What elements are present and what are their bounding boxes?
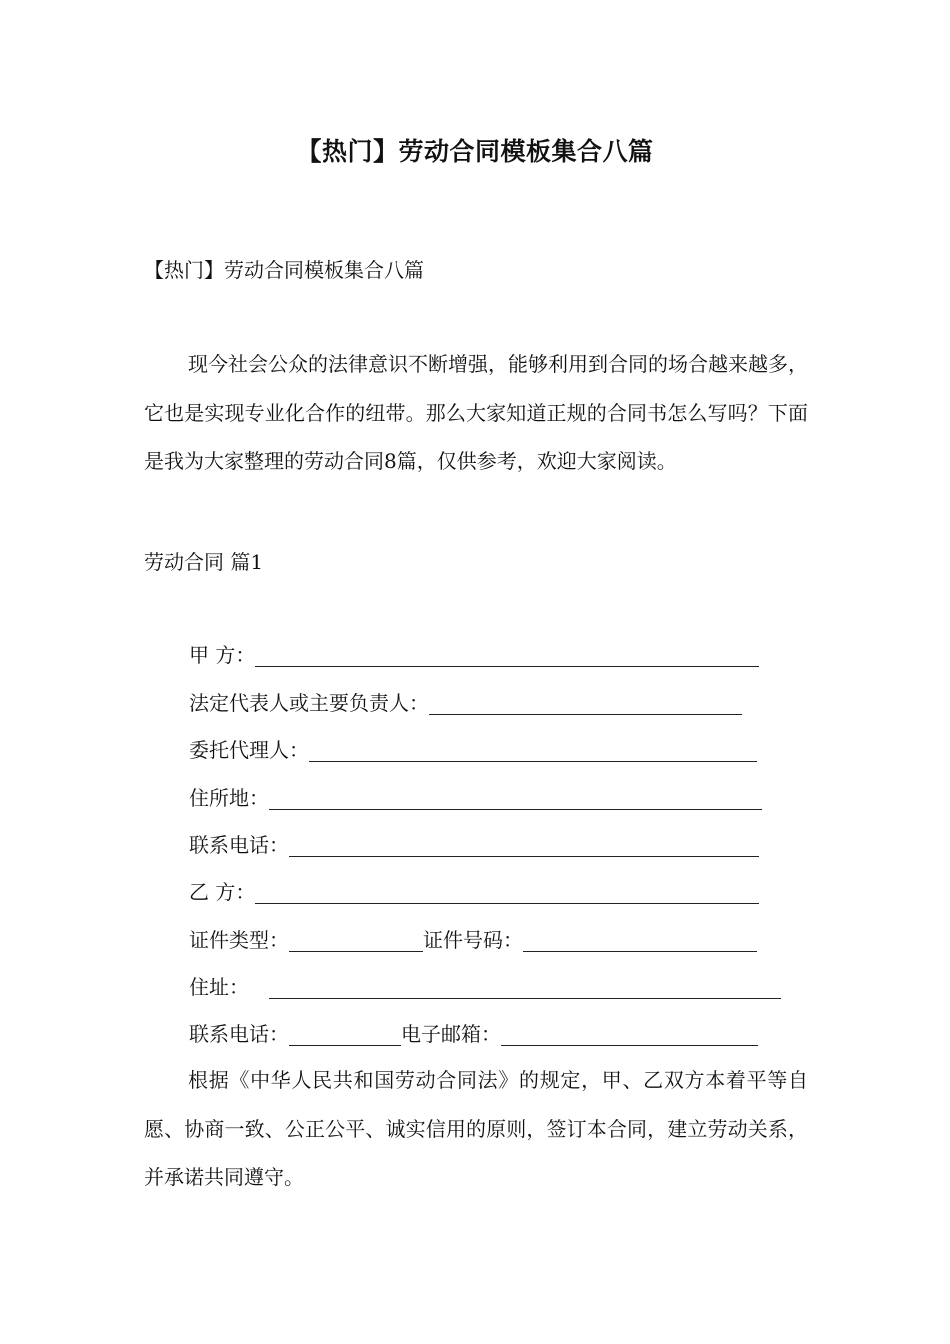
party-a-label: 甲 方：	[189, 643, 256, 667]
id-number-label: 证件号码：	[423, 928, 523, 952]
legal-rep-field	[189, 688, 742, 718]
phone-a-label: 联系电话：	[189, 833, 289, 857]
contact-b-field	[189, 1019, 758, 1049]
address-b-field	[189, 972, 781, 1002]
phone-a-field	[189, 830, 759, 860]
email-label: 电子邮箱：	[401, 1022, 501, 1046]
agent-field	[189, 735, 757, 765]
id-type-blank[interactable]	[289, 929, 423, 952]
intro-paragraph: 现今社会公众的法律意识不断增强，能够利用到合同的场合越来越多，它也是实现专业化合作的纽带。那么大家知道正规的合同书怎么写吗？下面是我为大家整理的劳动合同8篇，仅供参考，欢迎大家阅读。	[144, 352, 808, 473]
legal-rep-blank[interactable]	[429, 692, 742, 715]
address-b-blank[interactable]	[269, 976, 781, 999]
party-a-blank[interactable]	[255, 644, 759, 667]
phone-b-label: 联系电话：	[189, 1022, 289, 1046]
agent-blank[interactable]	[309, 739, 757, 762]
law-paragraph: 根据《中华人民共和国劳动合同法》的规定，甲、乙双方本着平等自愿、协商一致、公正公平、诚实信用的原则，签订本合同，建立劳动关系，并承诺共同遵守。	[144, 1068, 808, 1189]
phone-a-blank[interactable]	[289, 834, 759, 857]
party-b-field	[189, 877, 759, 907]
address-b-label: 住址：	[189, 975, 249, 999]
party-a-field	[189, 640, 759, 670]
id-type-label: 证件类型：	[189, 928, 289, 952]
party-b-blank[interactable]	[255, 881, 759, 904]
phone-b-blank[interactable]	[289, 1023, 401, 1046]
agent-label: 委托代理人：	[189, 738, 309, 762]
email-blank[interactable]	[501, 1023, 758, 1046]
address-a-label: 住所地：	[189, 786, 269, 810]
section-heading: 劳动合同 篇1	[144, 550, 264, 574]
document-subtitle: 【热门】劳动合同模板集合八篇	[144, 258, 424, 282]
document-title: 【热门】劳动合同模板集合八篇	[296, 137, 654, 166]
address-a-blank[interactable]	[269, 787, 762, 810]
party-b-label: 乙 方：	[189, 880, 256, 904]
address-a-field	[189, 783, 762, 813]
id-field	[189, 925, 757, 955]
legal-rep-label: 法定代表人或主要负责人：	[189, 691, 429, 715]
id-number-blank[interactable]	[523, 929, 757, 952]
